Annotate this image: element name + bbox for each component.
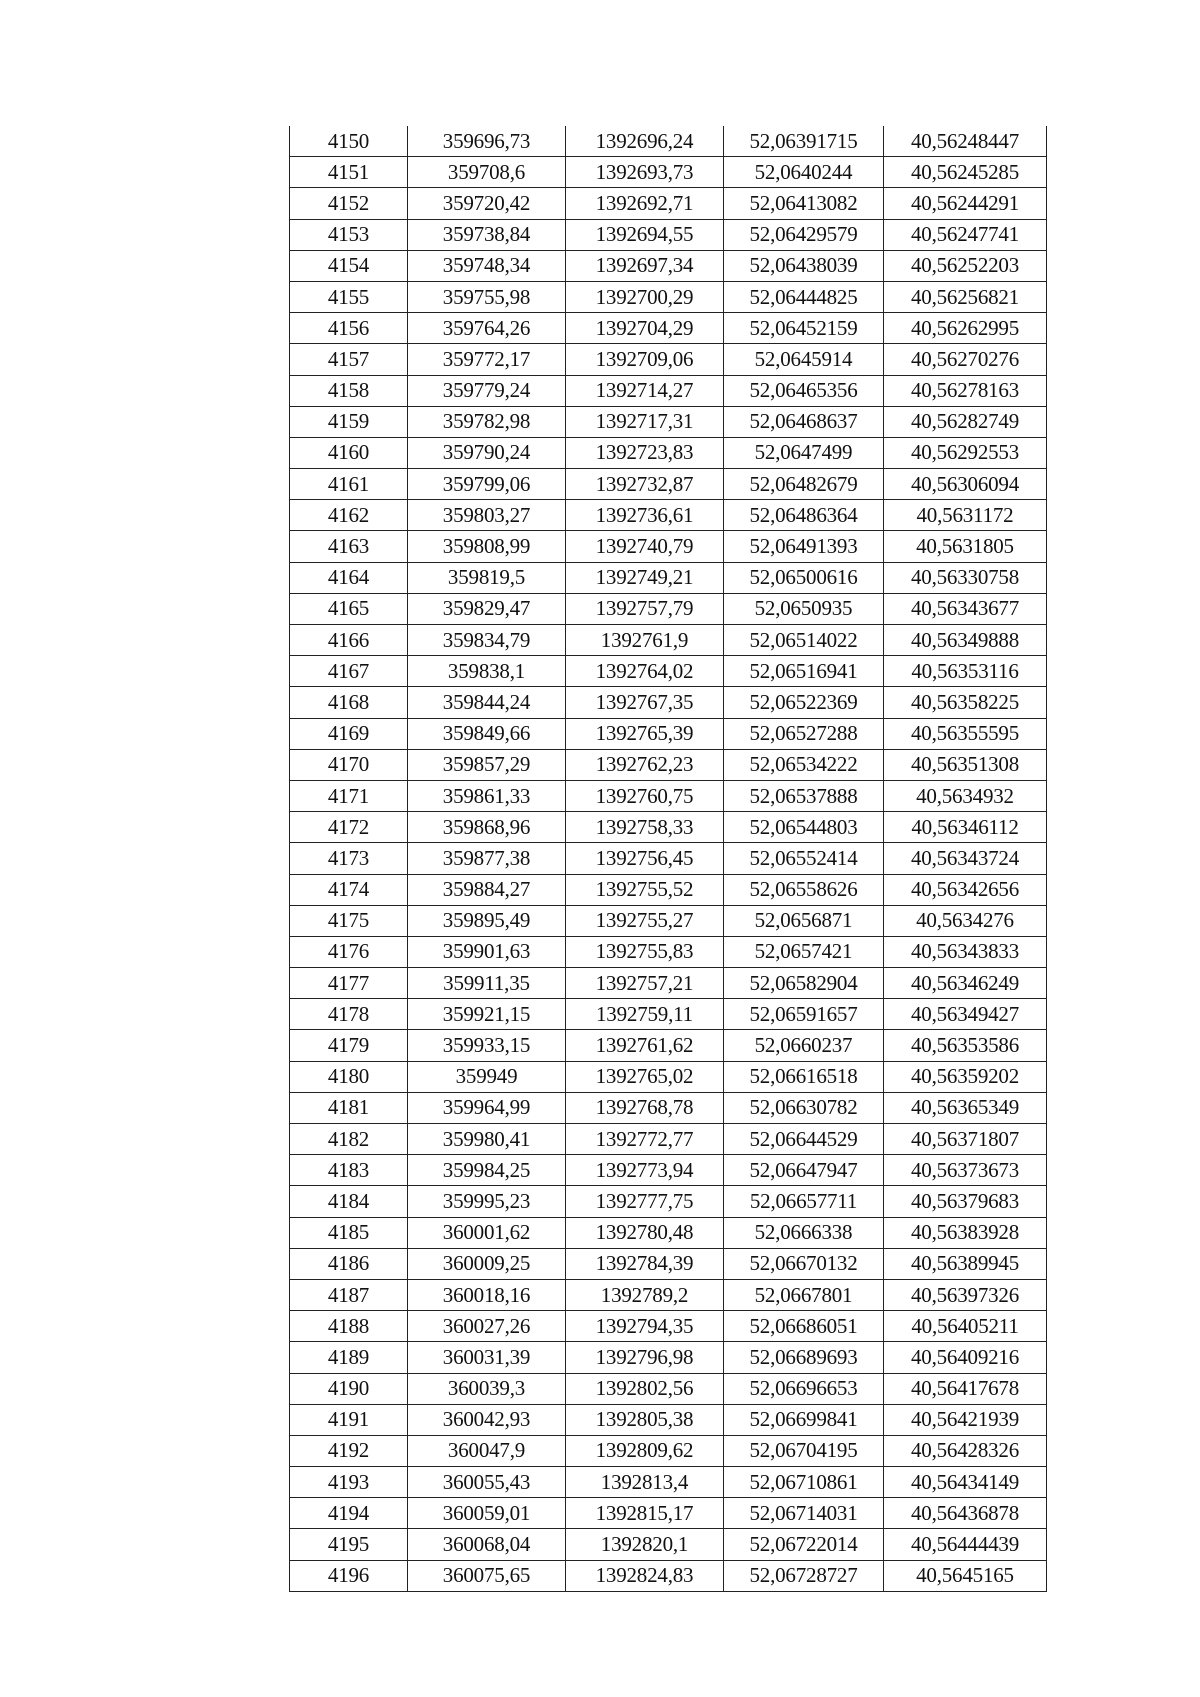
latitude-cell: 52,06558626 — [724, 874, 884, 905]
x-coordinate-cell: 360009,25 — [408, 1248, 566, 1279]
x-coordinate-cell: 360075,65 — [408, 1560, 566, 1591]
longitude-cell: 40,56330758 — [884, 562, 1047, 593]
y-coordinate-cell: 1392700,29 — [566, 281, 724, 312]
y-coordinate-cell: 1392784,39 — [566, 1248, 724, 1279]
table-row — [290, 843, 1047, 874]
latitude-cell: 52,0656871 — [724, 905, 884, 936]
longitude-cell: 40,56434149 — [884, 1467, 1047, 1498]
x-coordinate-cell: 359738,84 — [408, 219, 566, 250]
latitude-cell: 52,0660237 — [724, 1030, 884, 1061]
table-row — [290, 968, 1047, 999]
y-coordinate-cell: 1392765,02 — [566, 1061, 724, 1092]
y-coordinate-cell: 1392749,21 — [566, 562, 724, 593]
y-coordinate-cell: 1392762,23 — [566, 749, 724, 780]
longitude-cell: 40,5631172 — [884, 500, 1047, 531]
point-number-cell: 4189 — [290, 1342, 408, 1373]
table-row — [290, 1311, 1047, 1342]
point-number-cell: 4194 — [290, 1498, 408, 1529]
x-coordinate-cell: 359838,1 — [408, 656, 566, 687]
x-coordinate-cell: 359980,41 — [408, 1124, 566, 1155]
table-row — [290, 905, 1047, 936]
x-coordinate-cell: 360055,43 — [408, 1467, 566, 1498]
latitude-cell: 52,06657711 — [724, 1186, 884, 1217]
y-coordinate-cell: 1392697,34 — [566, 250, 724, 281]
point-number-cell: 4178 — [290, 999, 408, 1030]
x-coordinate-cell: 360031,39 — [408, 1342, 566, 1373]
point-number-cell: 4163 — [290, 531, 408, 562]
longitude-cell: 40,56353116 — [884, 656, 1047, 687]
table-row — [290, 1217, 1047, 1248]
longitude-cell: 40,56262995 — [884, 313, 1047, 344]
x-coordinate-cell: 359772,17 — [408, 344, 566, 375]
longitude-cell: 40,5634932 — [884, 780, 1047, 811]
latitude-cell: 52,06486364 — [724, 500, 884, 531]
table-row — [290, 999, 1047, 1030]
table-row — [290, 1061, 1047, 1092]
x-coordinate-cell: 359844,24 — [408, 687, 566, 718]
x-coordinate-cell: 359696,73 — [408, 126, 566, 157]
y-coordinate-cell: 1392756,45 — [566, 843, 724, 874]
y-coordinate-cell: 1392740,79 — [566, 531, 724, 562]
x-coordinate-cell: 359720,42 — [408, 188, 566, 219]
y-coordinate-cell: 1392755,52 — [566, 874, 724, 905]
point-number-cell: 4175 — [290, 905, 408, 936]
table-row — [290, 687, 1047, 718]
y-coordinate-cell: 1392767,35 — [566, 687, 724, 718]
latitude-cell: 52,0645914 — [724, 344, 884, 375]
latitude-cell: 52,06429579 — [724, 219, 884, 250]
table-row — [290, 1498, 1047, 1529]
x-coordinate-cell: 360018,16 — [408, 1279, 566, 1310]
longitude-cell: 40,56292553 — [884, 437, 1047, 468]
latitude-cell: 52,06500616 — [724, 562, 884, 593]
x-coordinate-cell: 359799,06 — [408, 469, 566, 500]
latitude-cell: 52,06522369 — [724, 687, 884, 718]
y-coordinate-cell: 1392794,35 — [566, 1311, 724, 1342]
point-number-cell: 4185 — [290, 1217, 408, 1248]
table-row — [290, 656, 1047, 687]
longitude-cell: 40,56278163 — [884, 375, 1047, 406]
point-number-cell: 4154 — [290, 250, 408, 281]
longitude-cell: 40,56417678 — [884, 1373, 1047, 1404]
y-coordinate-cell: 1392714,27 — [566, 375, 724, 406]
coordinates-table-body — [290, 126, 1047, 1591]
latitude-cell: 52,06582904 — [724, 968, 884, 999]
point-number-cell: 4180 — [290, 1061, 408, 1092]
point-number-cell: 4177 — [290, 968, 408, 999]
latitude-cell: 52,0640244 — [724, 157, 884, 188]
table-row — [290, 749, 1047, 780]
latitude-cell: 52,0657421 — [724, 936, 884, 967]
longitude-cell: 40,56349888 — [884, 625, 1047, 656]
longitude-cell: 40,56409216 — [884, 1342, 1047, 1373]
y-coordinate-cell: 1392732,87 — [566, 469, 724, 500]
point-number-cell: 4174 — [290, 874, 408, 905]
longitude-cell: 40,56436878 — [884, 1498, 1047, 1529]
y-coordinate-cell: 1392709,06 — [566, 344, 724, 375]
x-coordinate-cell: 359808,99 — [408, 531, 566, 562]
longitude-cell: 40,56371807 — [884, 1124, 1047, 1155]
y-coordinate-cell: 1392759,11 — [566, 999, 724, 1030]
longitude-cell: 40,56355595 — [884, 718, 1047, 749]
table-row — [290, 1124, 1047, 1155]
y-coordinate-cell: 1392717,31 — [566, 406, 724, 437]
longitude-cell: 40,56428326 — [884, 1435, 1047, 1466]
latitude-cell: 52,06514022 — [724, 625, 884, 656]
table-row — [290, 1092, 1047, 1123]
point-number-cell: 4184 — [290, 1186, 408, 1217]
point-number-cell: 4193 — [290, 1467, 408, 1498]
longitude-cell: 40,5634276 — [884, 905, 1047, 936]
table-row — [290, 188, 1047, 219]
latitude-cell: 52,0666338 — [724, 1217, 884, 1248]
table-row — [290, 344, 1047, 375]
longitude-cell: 40,56353586 — [884, 1030, 1047, 1061]
longitude-cell: 40,56343677 — [884, 593, 1047, 624]
table-row — [290, 1373, 1047, 1404]
y-coordinate-cell: 1392757,21 — [566, 968, 724, 999]
point-number-cell: 4165 — [290, 593, 408, 624]
point-number-cell: 4162 — [290, 500, 408, 531]
x-coordinate-cell: 360059,01 — [408, 1498, 566, 1529]
longitude-cell: 40,56358225 — [884, 687, 1047, 718]
table-row — [290, 593, 1047, 624]
table-row — [290, 1155, 1047, 1186]
y-coordinate-cell: 1392757,79 — [566, 593, 724, 624]
latitude-cell: 52,06413082 — [724, 188, 884, 219]
table-row — [290, 1279, 1047, 1310]
point-number-cell: 4151 — [290, 157, 408, 188]
y-coordinate-cell: 1392813,4 — [566, 1467, 724, 1498]
x-coordinate-cell: 359782,98 — [408, 406, 566, 437]
latitude-cell: 52,06537888 — [724, 780, 884, 811]
longitude-cell: 40,56270276 — [884, 344, 1047, 375]
table-row — [290, 250, 1047, 281]
latitude-cell: 52,06704195 — [724, 1435, 884, 1466]
point-number-cell: 4181 — [290, 1092, 408, 1123]
table-row — [290, 219, 1047, 250]
table-row — [290, 500, 1047, 531]
x-coordinate-cell: 359995,23 — [408, 1186, 566, 1217]
point-number-cell: 4191 — [290, 1404, 408, 1435]
x-coordinate-cell: 359764,26 — [408, 313, 566, 344]
x-coordinate-cell: 359790,24 — [408, 437, 566, 468]
latitude-cell: 52,06482679 — [724, 469, 884, 500]
latitude-cell: 52,06465356 — [724, 375, 884, 406]
table-row — [290, 1404, 1047, 1435]
point-number-cell: 4166 — [290, 625, 408, 656]
y-coordinate-cell: 1392736,61 — [566, 500, 724, 531]
x-coordinate-cell: 359803,27 — [408, 500, 566, 531]
table-row — [290, 313, 1047, 344]
longitude-cell: 40,5645165 — [884, 1560, 1047, 1591]
y-coordinate-cell: 1392692,71 — [566, 188, 724, 219]
y-coordinate-cell: 1392758,33 — [566, 812, 724, 843]
table-row — [290, 780, 1047, 811]
latitude-cell: 52,06722014 — [724, 1529, 884, 1560]
latitude-cell: 52,06391715 — [724, 126, 884, 157]
x-coordinate-cell: 359861,33 — [408, 780, 566, 811]
latitude-cell: 52,06491393 — [724, 531, 884, 562]
latitude-cell: 52,06527288 — [724, 718, 884, 749]
longitude-cell: 40,56343833 — [884, 936, 1047, 967]
longitude-cell: 40,56256821 — [884, 281, 1047, 312]
point-number-cell: 4153 — [290, 219, 408, 250]
x-coordinate-cell: 359857,29 — [408, 749, 566, 780]
point-number-cell: 4157 — [290, 344, 408, 375]
y-coordinate-cell: 1392764,02 — [566, 656, 724, 687]
point-number-cell: 4156 — [290, 313, 408, 344]
latitude-cell: 52,06686051 — [724, 1311, 884, 1342]
point-number-cell: 4183 — [290, 1155, 408, 1186]
latitude-cell: 52,0647499 — [724, 437, 884, 468]
x-coordinate-cell: 359708,6 — [408, 157, 566, 188]
point-number-cell: 4176 — [290, 936, 408, 967]
point-number-cell: 4160 — [290, 437, 408, 468]
longitude-cell: 40,56349427 — [884, 999, 1047, 1030]
latitude-cell: 52,06468637 — [724, 406, 884, 437]
x-coordinate-cell: 359884,27 — [408, 874, 566, 905]
table-row — [290, 874, 1047, 905]
table-row — [290, 406, 1047, 437]
y-coordinate-cell: 1392765,39 — [566, 718, 724, 749]
y-coordinate-cell: 1392693,73 — [566, 157, 724, 188]
table-row — [290, 157, 1047, 188]
latitude-cell: 52,06616518 — [724, 1061, 884, 1092]
point-number-cell: 4196 — [290, 1560, 408, 1591]
y-coordinate-cell: 1392760,75 — [566, 780, 724, 811]
latitude-cell: 52,06647947 — [724, 1155, 884, 1186]
x-coordinate-cell: 359819,5 — [408, 562, 566, 593]
longitude-cell: 40,56421939 — [884, 1404, 1047, 1435]
longitude-cell: 40,5631805 — [884, 531, 1047, 562]
latitude-cell: 52,06444825 — [724, 281, 884, 312]
point-number-cell: 4170 — [290, 749, 408, 780]
point-number-cell: 4168 — [290, 687, 408, 718]
x-coordinate-cell: 359748,34 — [408, 250, 566, 281]
y-coordinate-cell: 1392723,83 — [566, 437, 724, 468]
y-coordinate-cell: 1392780,48 — [566, 1217, 724, 1248]
latitude-cell: 52,06544803 — [724, 812, 884, 843]
y-coordinate-cell: 1392789,2 — [566, 1279, 724, 1310]
table-row — [290, 1342, 1047, 1373]
y-coordinate-cell: 1392694,55 — [566, 219, 724, 250]
table-row — [290, 1186, 1047, 1217]
y-coordinate-cell: 1392796,98 — [566, 1342, 724, 1373]
y-coordinate-cell: 1392755,27 — [566, 905, 724, 936]
latitude-cell: 52,06710861 — [724, 1467, 884, 1498]
table-row — [290, 437, 1047, 468]
y-coordinate-cell: 1392772,77 — [566, 1124, 724, 1155]
table-row — [290, 562, 1047, 593]
point-number-cell: 4167 — [290, 656, 408, 687]
point-number-cell: 4150 — [290, 126, 408, 157]
latitude-cell: 52,06670132 — [724, 1248, 884, 1279]
point-number-cell: 4164 — [290, 562, 408, 593]
latitude-cell: 52,06516941 — [724, 656, 884, 687]
longitude-cell: 40,56252203 — [884, 250, 1047, 281]
longitude-cell: 40,56405211 — [884, 1311, 1047, 1342]
x-coordinate-cell: 359964,99 — [408, 1092, 566, 1123]
point-number-cell: 4179 — [290, 1030, 408, 1061]
latitude-cell: 52,06699841 — [724, 1404, 884, 1435]
longitude-cell: 40,56248447 — [884, 126, 1047, 157]
point-number-cell: 4182 — [290, 1124, 408, 1155]
longitude-cell: 40,56346112 — [884, 812, 1047, 843]
x-coordinate-cell: 359834,79 — [408, 625, 566, 656]
table-row — [290, 812, 1047, 843]
point-number-cell: 4187 — [290, 1279, 408, 1310]
longitude-cell: 40,56373673 — [884, 1155, 1047, 1186]
y-coordinate-cell: 1392761,62 — [566, 1030, 724, 1061]
latitude-cell: 52,06728727 — [724, 1560, 884, 1591]
point-number-cell: 4192 — [290, 1435, 408, 1466]
point-number-cell: 4171 — [290, 780, 408, 811]
x-coordinate-cell: 360027,26 — [408, 1311, 566, 1342]
point-number-cell: 4188 — [290, 1311, 408, 1342]
longitude-cell: 40,56444439 — [884, 1529, 1047, 1560]
x-coordinate-cell: 360047,9 — [408, 1435, 566, 1466]
longitude-cell: 40,56383928 — [884, 1217, 1047, 1248]
latitude-cell: 52,06644529 — [724, 1124, 884, 1155]
x-coordinate-cell: 359868,96 — [408, 812, 566, 843]
longitude-cell: 40,56389945 — [884, 1248, 1047, 1279]
point-number-cell: 4186 — [290, 1248, 408, 1279]
table-row — [290, 375, 1047, 406]
table-row — [290, 718, 1047, 749]
longitude-cell: 40,56359202 — [884, 1061, 1047, 1092]
table-row — [290, 531, 1047, 562]
longitude-cell: 40,56244291 — [884, 188, 1047, 219]
x-coordinate-cell: 360039,3 — [408, 1373, 566, 1404]
table-row — [290, 1529, 1047, 1560]
latitude-cell: 52,06689693 — [724, 1342, 884, 1373]
latitude-cell: 52,06630782 — [724, 1092, 884, 1123]
table-row — [290, 1560, 1047, 1591]
y-coordinate-cell: 1392809,62 — [566, 1435, 724, 1466]
longitude-cell: 40,56346249 — [884, 968, 1047, 999]
y-coordinate-cell: 1392802,56 — [566, 1373, 724, 1404]
table-row — [290, 281, 1047, 312]
longitude-cell: 40,56365349 — [884, 1092, 1047, 1123]
y-coordinate-cell: 1392704,29 — [566, 313, 724, 344]
point-number-cell: 4159 — [290, 406, 408, 437]
coordinates-table — [289, 126, 1047, 1592]
y-coordinate-cell: 1392824,83 — [566, 1560, 724, 1591]
table-row — [290, 1435, 1047, 1466]
point-number-cell: 4155 — [290, 281, 408, 312]
longitude-cell: 40,56282749 — [884, 406, 1047, 437]
latitude-cell: 52,06714031 — [724, 1498, 884, 1529]
latitude-cell: 52,06591657 — [724, 999, 884, 1030]
latitude-cell: 52,0667801 — [724, 1279, 884, 1310]
y-coordinate-cell: 1392755,83 — [566, 936, 724, 967]
latitude-cell: 52,06452159 — [724, 313, 884, 344]
y-coordinate-cell: 1392805,38 — [566, 1404, 724, 1435]
longitude-cell: 40,56247741 — [884, 219, 1047, 250]
longitude-cell: 40,56306094 — [884, 469, 1047, 500]
x-coordinate-cell: 359849,66 — [408, 718, 566, 749]
table-row — [290, 625, 1047, 656]
point-number-cell: 4152 — [290, 188, 408, 219]
table-row — [290, 936, 1047, 967]
x-coordinate-cell: 360068,04 — [408, 1529, 566, 1560]
x-coordinate-cell: 359755,98 — [408, 281, 566, 312]
latitude-cell: 52,06552414 — [724, 843, 884, 874]
y-coordinate-cell: 1392820,1 — [566, 1529, 724, 1560]
y-coordinate-cell: 1392696,24 — [566, 126, 724, 157]
longitude-cell: 40,56379683 — [884, 1186, 1047, 1217]
point-number-cell: 4172 — [290, 812, 408, 843]
table-row — [290, 469, 1047, 500]
latitude-cell: 52,0650935 — [724, 593, 884, 624]
latitude-cell: 52,06534222 — [724, 749, 884, 780]
x-coordinate-cell: 359911,35 — [408, 968, 566, 999]
x-coordinate-cell: 359933,15 — [408, 1030, 566, 1061]
point-number-cell: 4161 — [290, 469, 408, 500]
longitude-cell: 40,56342656 — [884, 874, 1047, 905]
x-coordinate-cell: 360001,62 — [408, 1217, 566, 1248]
x-coordinate-cell: 359901,63 — [408, 936, 566, 967]
x-coordinate-cell: 359779,24 — [408, 375, 566, 406]
longitude-cell: 40,56351308 — [884, 749, 1047, 780]
point-number-cell: 4190 — [290, 1373, 408, 1404]
x-coordinate-cell: 359984,25 — [408, 1155, 566, 1186]
longitude-cell: 40,56343724 — [884, 843, 1047, 874]
latitude-cell: 52,06438039 — [724, 250, 884, 281]
table-row — [290, 126, 1047, 157]
y-coordinate-cell: 1392777,75 — [566, 1186, 724, 1217]
point-number-cell: 4173 — [290, 843, 408, 874]
y-coordinate-cell: 1392773,94 — [566, 1155, 724, 1186]
x-coordinate-cell: 359921,15 — [408, 999, 566, 1030]
point-number-cell: 4195 — [290, 1529, 408, 1560]
point-number-cell: 4169 — [290, 718, 408, 749]
y-coordinate-cell: 1392761,9 — [566, 625, 724, 656]
latitude-cell: 52,06696653 — [724, 1373, 884, 1404]
longitude-cell: 40,56397326 — [884, 1279, 1047, 1310]
x-coordinate-cell: 360042,93 — [408, 1404, 566, 1435]
table-row — [290, 1248, 1047, 1279]
table-row — [290, 1467, 1047, 1498]
x-coordinate-cell: 359829,47 — [408, 593, 566, 624]
longitude-cell: 40,56245285 — [884, 157, 1047, 188]
y-coordinate-cell: 1392815,17 — [566, 1498, 724, 1529]
point-number-cell: 4158 — [290, 375, 408, 406]
x-coordinate-cell: 359895,49 — [408, 905, 566, 936]
x-coordinate-cell: 359949 — [408, 1061, 566, 1092]
table-row — [290, 1030, 1047, 1061]
x-coordinate-cell: 359877,38 — [408, 843, 566, 874]
y-coordinate-cell: 1392768,78 — [566, 1092, 724, 1123]
